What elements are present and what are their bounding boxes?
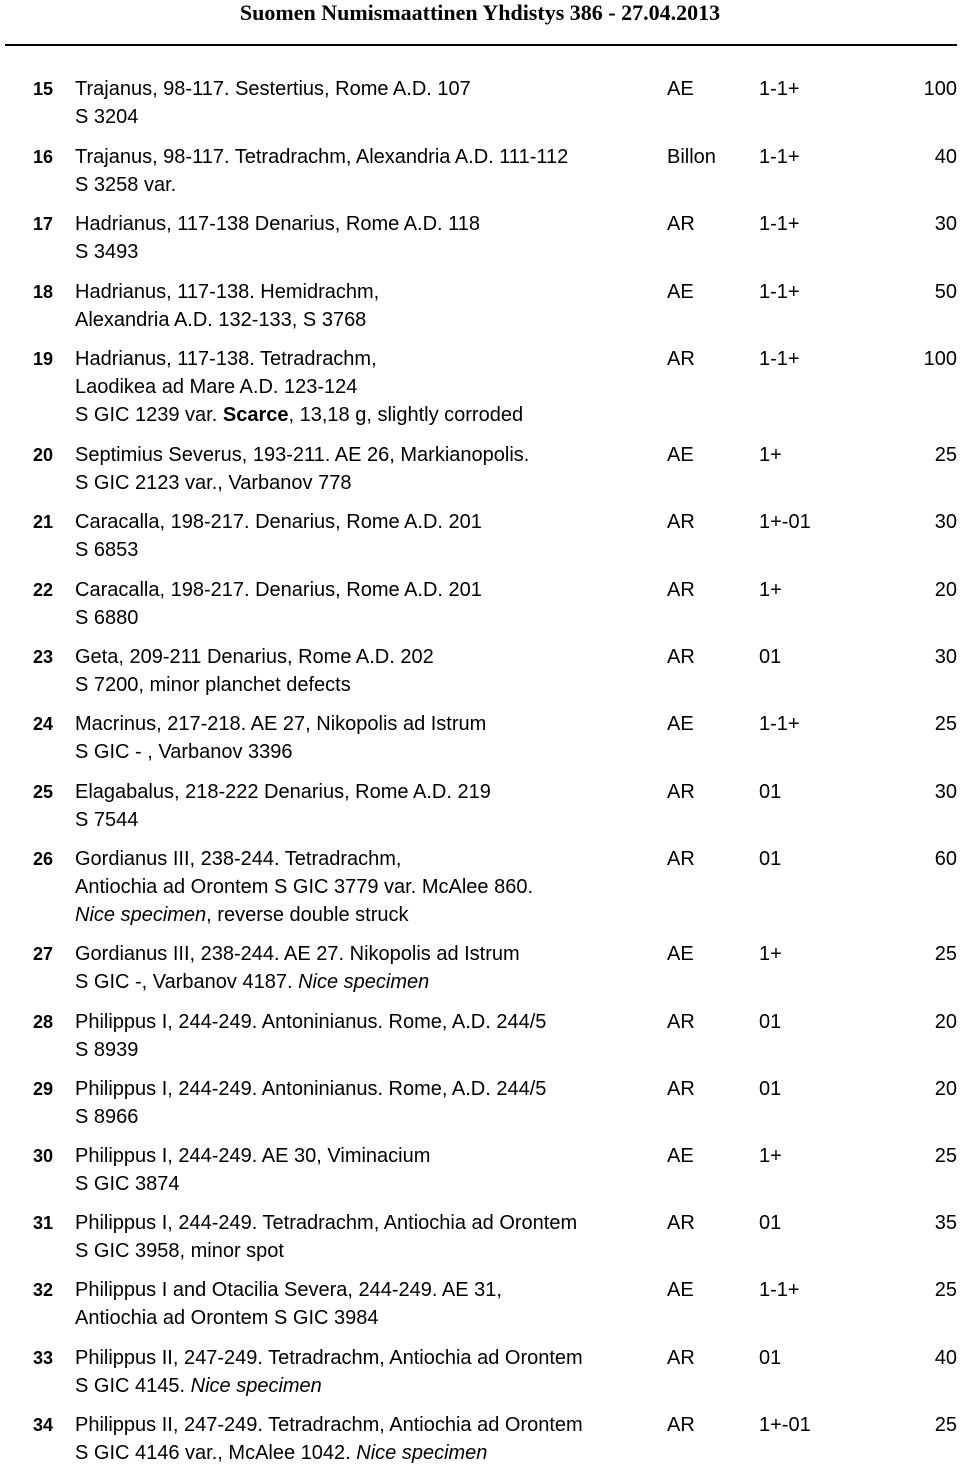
lot-grade: 01 xyxy=(759,1347,782,1369)
lot-number: 22 xyxy=(33,580,54,600)
quality-note: Nice specimen xyxy=(75,904,207,926)
lot-description-line: Laodikea ad Mare A.D. 123-124 xyxy=(75,376,358,398)
lot-price: 25 xyxy=(934,1279,957,1301)
lot-description xyxy=(75,778,665,834)
lot-description-text: S GIC 4146 var., McAlee 1042. xyxy=(75,1442,357,1464)
lot-metal: AR xyxy=(667,1347,695,1369)
lot-description-line: S GIC - , Varbanov 3396 xyxy=(75,741,293,763)
lot-description xyxy=(75,278,665,334)
lot-metal: AR xyxy=(667,781,695,803)
lot-grade: 1-1+ xyxy=(759,281,800,303)
lot-price: 100 xyxy=(923,348,957,370)
lot-description-line: Philippus I, 244-249. Tetradrachm, Antiochia ad Orontem xyxy=(75,1212,578,1234)
lot-number: 26 xyxy=(33,849,54,869)
lot-grade: 1-1+ xyxy=(759,78,800,100)
lot-description-line xyxy=(75,401,665,429)
lot-description-line: Elagabalus, 218-222 Denarius, Rome A.D. 219 xyxy=(75,781,491,803)
lot-description-line: Gordianus III, 238-244. Tetradrachm, xyxy=(75,848,402,870)
lot-description-line: Septimius Severus, 193-211. AE 26, Markianopolis. xyxy=(75,444,530,466)
lot-price: 30 xyxy=(934,646,957,668)
lot-number: 15 xyxy=(33,79,54,99)
lot-description-line: Philippus I, 244-249. AE 30, Viminacium xyxy=(75,1145,431,1167)
lot-description-line: Trajanus, 98-117. Tetradrachm, Alexandria A.D. 111-112 xyxy=(75,146,569,168)
lot-metal: AR xyxy=(667,848,695,870)
lot-grade: 01 xyxy=(759,1011,782,1033)
lot-price: 35 xyxy=(934,1212,957,1234)
page-header: Suomen Numismaattinen Yhdistys 386 - 27.04.2013 xyxy=(239,0,721,25)
lot-metal: AR xyxy=(667,1011,695,1033)
lot-metal: Billon xyxy=(667,146,716,168)
lot-price: 40 xyxy=(934,146,957,168)
quality-note: Nice specimen xyxy=(298,971,430,993)
lot-metal: AR xyxy=(667,348,695,370)
lot-number: 16 xyxy=(33,147,54,167)
lot-metal: AE xyxy=(667,943,694,965)
lot-grade: 1+ xyxy=(759,943,782,965)
lot-description xyxy=(75,1344,665,1400)
lot-grade: 1+-01 xyxy=(759,1414,811,1436)
lot-number: 23 xyxy=(33,647,54,667)
lot-grade: 01 xyxy=(759,781,782,803)
lot-description-text: , reverse double struck xyxy=(206,904,409,926)
lot-number: 20 xyxy=(33,445,54,465)
lot-metal: AE xyxy=(667,281,694,303)
lot-description-line: S 3258 var. xyxy=(75,174,177,196)
lot-description-line: Philippus I, 244-249. Antoninianus. Rome, A.D. 244/5 xyxy=(75,1011,547,1033)
lot-grade: 1+ xyxy=(759,444,782,466)
quality-note: Nice specimen xyxy=(190,1375,322,1397)
lot-description-line xyxy=(75,1439,665,1467)
lot-description-line: Hadrianus, 117-138. Tetradrachm, xyxy=(75,348,377,370)
lot-metal: AE xyxy=(667,444,694,466)
lot-price: 25 xyxy=(934,943,957,965)
lot-description xyxy=(75,1276,665,1332)
lot-description xyxy=(75,940,665,996)
lot-description-text: S GIC 4145. xyxy=(75,1375,191,1397)
lot-description xyxy=(75,441,665,497)
lot-number: 24 xyxy=(33,714,54,734)
lot-description-line: Alexandria A.D. 132-133, S 3768 xyxy=(75,309,367,331)
lot-description-line: S GIC 3958, minor spot xyxy=(75,1240,284,1262)
lot-description-line: Antiochia ad Orontem S GIC 3984 xyxy=(75,1307,379,1329)
lot-description-line: Macrinus, 217-218. AE 27, Nikopolis ad Istrum xyxy=(75,713,487,735)
lot-description xyxy=(75,75,665,131)
lot-description-line: Trajanus, 98-117. Sestertius, Rome A.D. 107 xyxy=(75,78,471,100)
lot-price: 25 xyxy=(934,1414,957,1436)
lot-description xyxy=(75,1209,665,1265)
lot-number: 25 xyxy=(33,782,54,802)
lot-description xyxy=(75,1008,665,1064)
lot-description-line: S GIC 3874 xyxy=(75,1173,180,1195)
lot-price: 30 xyxy=(934,781,957,803)
lot-description-line: Caracalla, 198-217. Denarius, Rome A.D. 201 xyxy=(75,579,482,601)
lot-metal: AE xyxy=(667,713,694,735)
lot-number: 27 xyxy=(33,944,54,964)
lot-description-line: Gordianus III, 238-244. AE 27. Nikopolis ad Istrum xyxy=(75,943,520,965)
lot-grade: 1+-01 xyxy=(759,511,811,533)
lot-description-text: S GIC 1239 var. xyxy=(75,404,223,426)
lot-description xyxy=(75,1075,665,1131)
lot-price: 30 xyxy=(934,511,957,533)
lot-description-line: S 6853 xyxy=(75,539,139,561)
lot-description-line xyxy=(75,1372,665,1400)
lot-price: 40 xyxy=(934,1347,957,1369)
lot-number: 21 xyxy=(33,512,54,532)
lot-metal: AE xyxy=(667,1279,694,1301)
lot-price: 30 xyxy=(934,213,957,235)
lot-price: 60 xyxy=(934,848,957,870)
lot-price: 100 xyxy=(923,78,957,100)
lot-metal: AE xyxy=(667,78,694,100)
lot-description-line: Antiochia ad Orontem S GIC 3779 var. McAlee 860. xyxy=(75,876,534,898)
lot-number: 34 xyxy=(33,1415,54,1435)
lot-price: 50 xyxy=(934,281,957,303)
lot-metal: AR xyxy=(667,1212,695,1234)
lot-number: 31 xyxy=(33,1213,54,1233)
lot-metal: AR xyxy=(667,213,695,235)
lot-metal: AR xyxy=(667,646,695,668)
lot-description xyxy=(75,508,665,564)
lot-description-line xyxy=(75,901,665,929)
header-divider xyxy=(5,44,957,46)
lot-grade: 1-1+ xyxy=(759,213,800,235)
lot-price: 20 xyxy=(934,1011,957,1033)
lot-grade: 1-1+ xyxy=(759,146,800,168)
lot-description-line xyxy=(75,968,665,996)
lot-number: 30 xyxy=(33,1146,54,1166)
lot-grade: 1+ xyxy=(759,579,782,601)
lot-number: 17 xyxy=(33,214,54,234)
lot-grade: 01 xyxy=(759,1212,782,1234)
lot-description xyxy=(75,710,665,766)
lot-description xyxy=(75,1142,665,1198)
lot-description-line: S 6880 xyxy=(75,607,139,629)
lot-number: 18 xyxy=(33,282,54,302)
lot-description-line: Hadrianus, 117-138 Denarius, Rome A.D. 118 xyxy=(75,213,481,235)
lot-number: 28 xyxy=(33,1012,54,1032)
lot-description xyxy=(75,845,665,929)
lot-number: 32 xyxy=(33,1280,54,1300)
lot-grade: 1-1+ xyxy=(759,713,800,735)
lot-description-line: Caracalla, 198-217. Denarius, Rome A.D. 201 xyxy=(75,511,482,533)
lot-description xyxy=(75,1411,665,1467)
lot-metal: AR xyxy=(667,511,695,533)
lot-price: 20 xyxy=(934,1078,957,1100)
lot-description-line: S 3204 xyxy=(75,106,139,128)
lot-number: 33 xyxy=(33,1348,54,1368)
lot-description-line: Geta, 209-211 Denarius, Rome A.D. 202 xyxy=(75,646,434,668)
lot-price: 25 xyxy=(934,713,957,735)
lot-description-line: S GIC 2123 var., Varbanov 778 xyxy=(75,472,352,494)
lot-description xyxy=(75,576,665,632)
lot-grade: 1-1+ xyxy=(759,348,800,370)
lot-description-line: S 3493 xyxy=(75,241,139,263)
lot-description-line: S 7200, minor planchet defects xyxy=(75,674,351,696)
lot-description-line: S 8966 xyxy=(75,1106,139,1128)
lot-grade: 01 xyxy=(759,1078,782,1100)
lot-description-line: S 7544 xyxy=(75,809,139,831)
lot-description-line: Philippus II, 247-249. Tetradrachm, Antiochia ad Orontem xyxy=(75,1414,583,1436)
lot-description-line: S 8939 xyxy=(75,1039,139,1061)
lot-description xyxy=(75,345,665,429)
lot-metal: AR xyxy=(667,1414,695,1436)
lot-price: 25 xyxy=(934,1145,957,1167)
lot-description xyxy=(75,143,665,199)
lot-description-line: Hadrianus, 117-138. Hemidrachm, xyxy=(75,281,380,303)
lot-price: 25 xyxy=(934,444,957,466)
lot-number: 19 xyxy=(33,349,54,369)
lot-grade: 01 xyxy=(759,848,782,870)
lot-metal: AR xyxy=(667,1078,695,1100)
lot-description-text: , 13,18 g, slightly corroded xyxy=(288,404,524,426)
lot-number: 29 xyxy=(33,1079,54,1099)
lot-description xyxy=(75,210,665,266)
lot-price: 20 xyxy=(934,579,957,601)
lot-grade: 1-1+ xyxy=(759,1279,800,1301)
lot-metal: AE xyxy=(667,1145,694,1167)
lot-description-text: S GIC -, Varbanov 4187. xyxy=(75,971,299,993)
lot-grade: 01 xyxy=(759,646,782,668)
lot-metal: AR xyxy=(667,579,695,601)
lot-grade: 1+ xyxy=(759,1145,782,1167)
lot-description xyxy=(75,643,665,699)
lot-description-line: Philippus I, 244-249. Antoninianus. Rome, A.D. 244/5 xyxy=(75,1078,547,1100)
rarity-note: Scarce xyxy=(222,404,289,426)
lot-description-line: Philippus I and Otacilia Severa, 244-249. AE 31, xyxy=(75,1279,502,1301)
lot-description-line: Philippus II, 247-249. Tetradrachm, Antiochia ad Orontem xyxy=(75,1347,583,1369)
quality-note: Nice specimen xyxy=(356,1442,488,1464)
